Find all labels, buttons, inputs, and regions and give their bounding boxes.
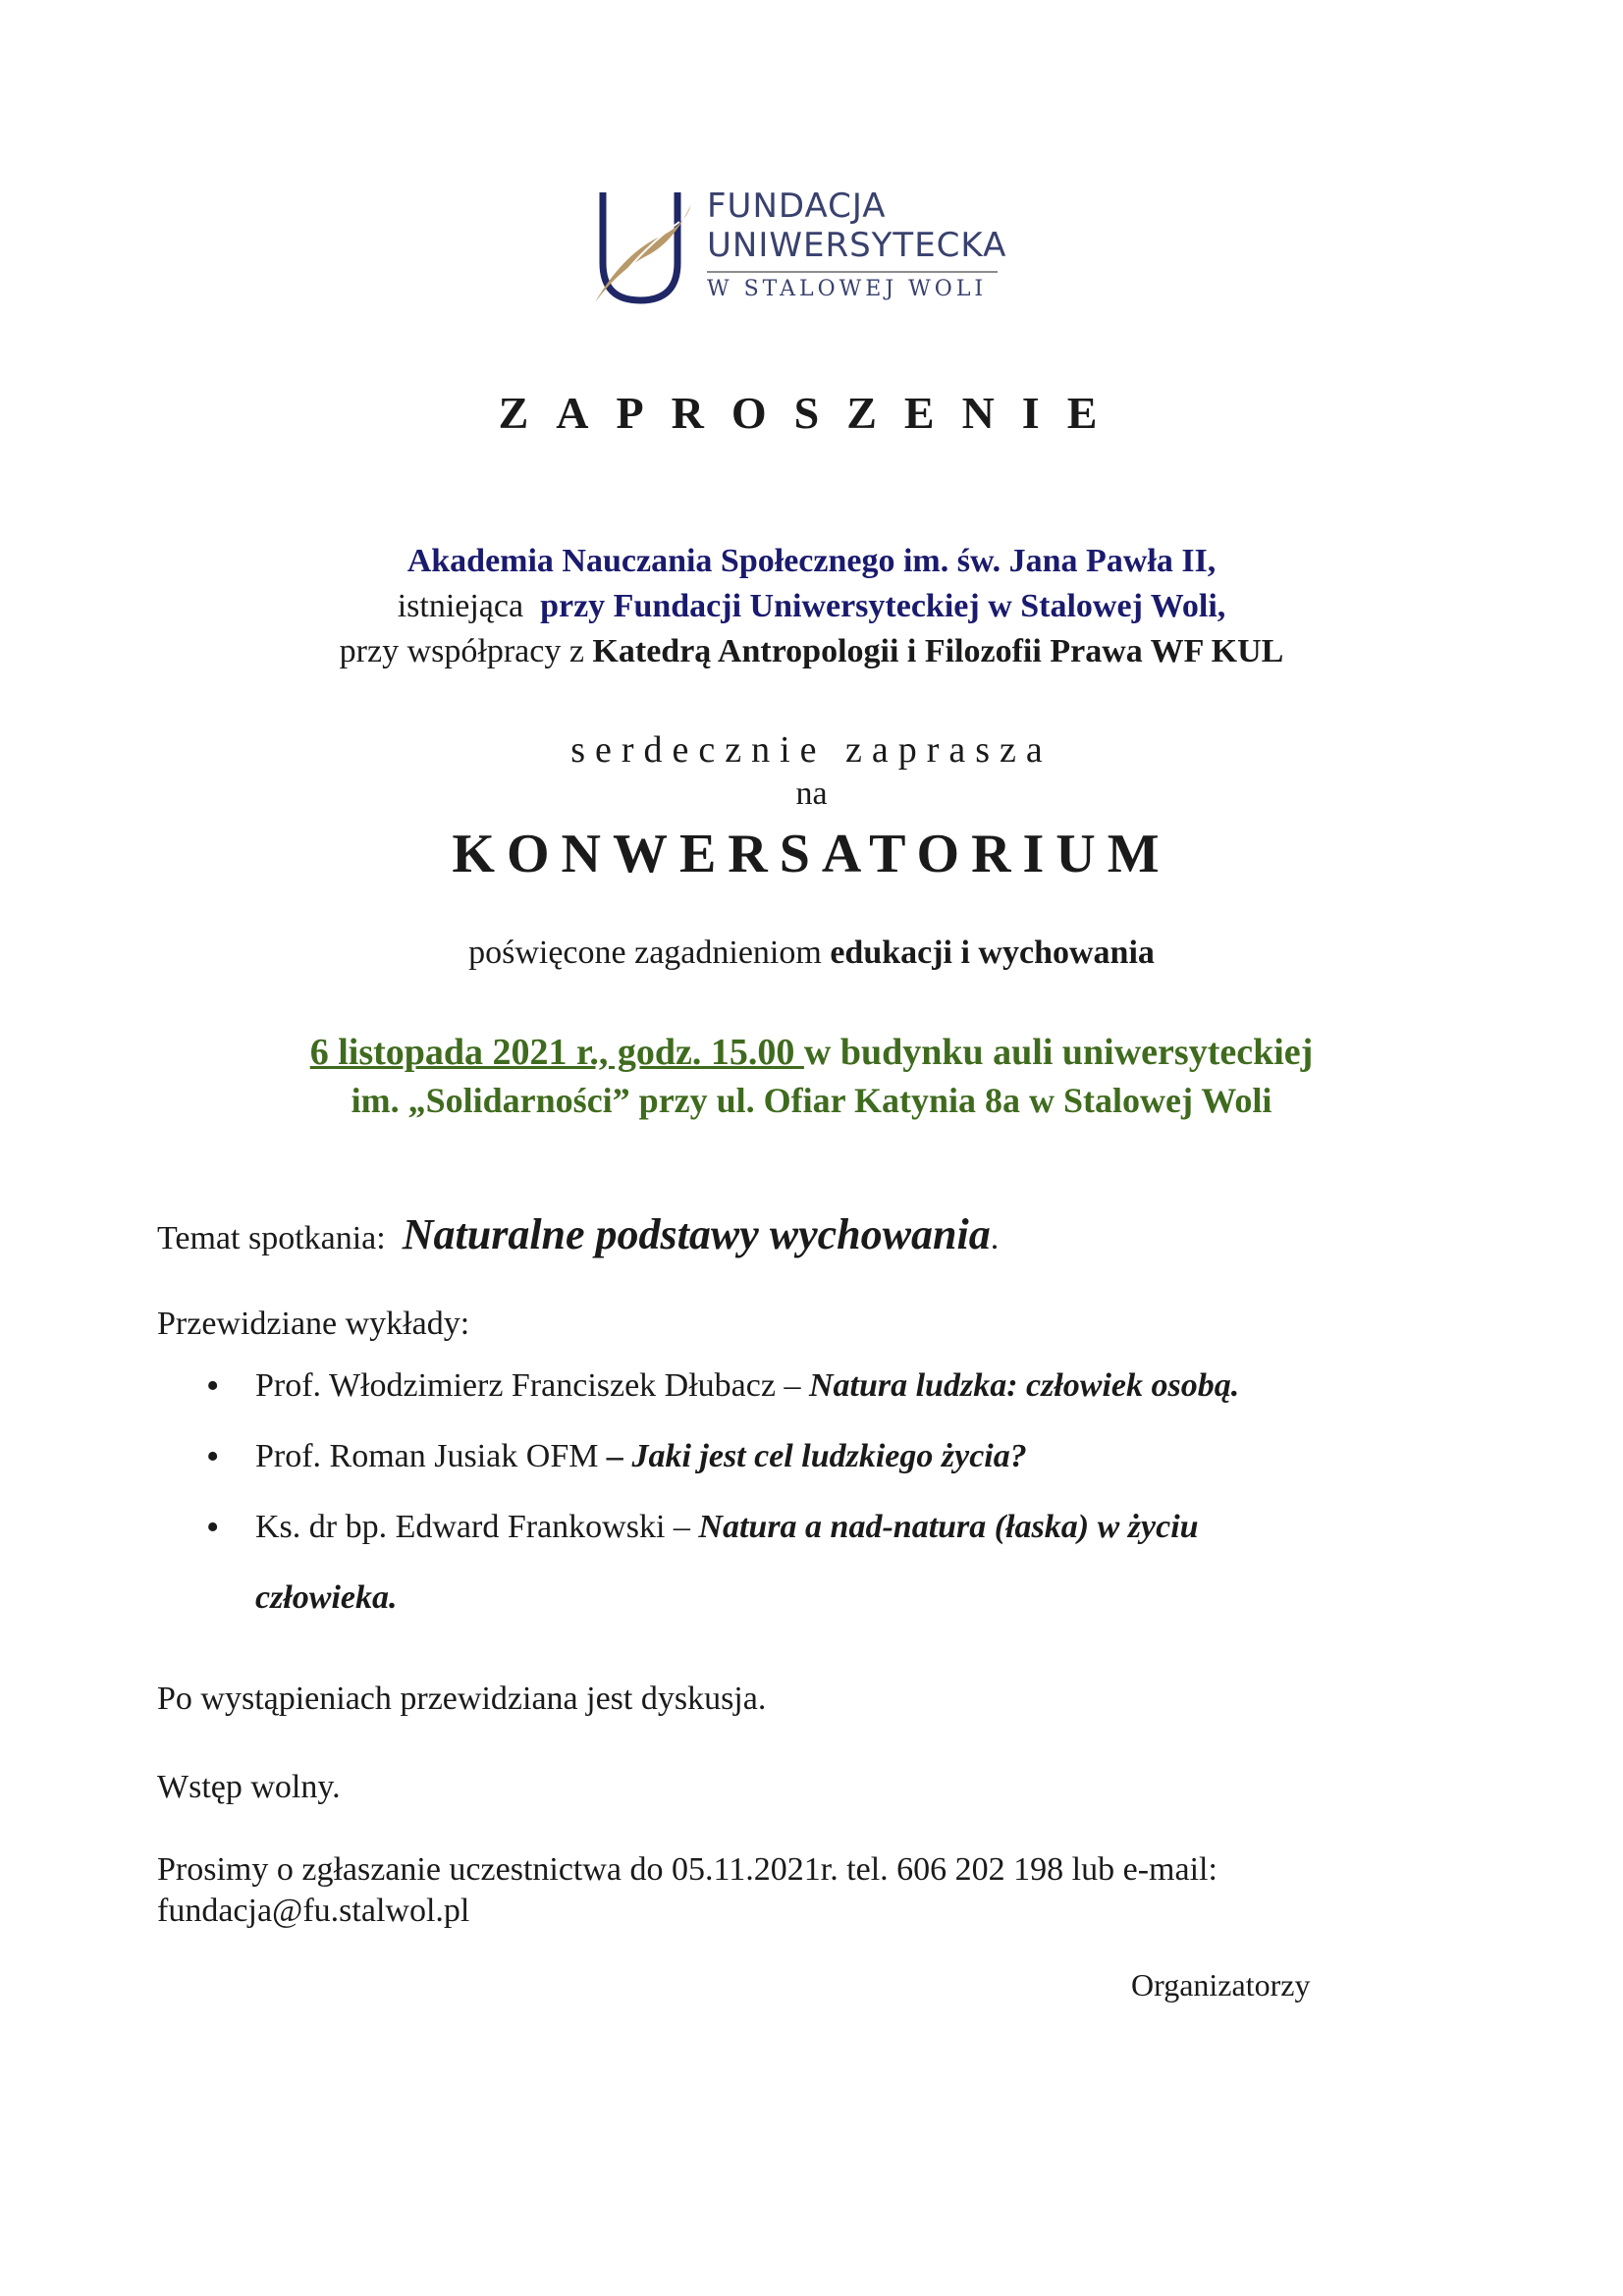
logo-emblem-icon <box>589 187 697 314</box>
lecture-speaker: Prof. Roman Jusiak OFM <box>255 1438 607 1474</box>
intro-cooperation-plain: przy współpracy z <box>339 633 584 669</box>
intro-foundation <box>0 587 1623 626</box>
free-entry-note: Wstęp wolny. <box>157 1769 341 1805</box>
topic-plain: poświęcone zagadnieniom <box>468 934 822 971</box>
meeting-theme <box>157 1209 999 1259</box>
na-text: na <box>795 775 828 812</box>
intro-foundation-plain: istniejąca <box>397 588 524 624</box>
event-date: 6 listopada 2021 r., godz. 15.00 <box>309 1032 804 1073</box>
lectures-list <box>206 1351 1239 1633</box>
intro-cooperation-bold: Katedrą Antropologii i Filozofii Prawa WF KUL <box>592 633 1284 669</box>
lecture-title: Natura a nad-natura (łaska) w życiu <box>698 1509 1199 1545</box>
foundation-logo <box>589 187 1011 314</box>
event-topic <box>0 934 1623 972</box>
event-place-1: w budynku auli uniwersyteckiej <box>803 1032 1314 1073</box>
lecture-item <box>206 1492 1239 1563</box>
page-title: ZAPROSZENIE <box>498 388 1125 438</box>
invites-text: serdecznie zaprasza <box>570 729 1053 771</box>
discussion-note: Po wystąpieniach przewidziana jest dyskusja. <box>157 1681 767 1717</box>
logo-line-2: UNIWERSYTECKA <box>707 226 1007 265</box>
logo-line-3: W STALOWEJ WOLI <box>707 277 988 301</box>
lecture-item <box>206 1351 1239 1421</box>
event-place-2: im. „Solidarności” przy ul. Ofiar Katynia 8a w Stalowej Woli <box>351 1081 1272 1120</box>
organizers-signature: Organizatorzy <box>1131 1967 1311 2002</box>
lecture-speaker: Ks. dr bp. Edward Frankowski – <box>255 1509 699 1545</box>
theme-value: Naturalne podstawy wychowania <box>402 1210 991 1258</box>
theme-label: Temat spotkania: <box>157 1220 386 1256</box>
event-type-heading: KONWERSATORIUM <box>452 824 1171 884</box>
lecture-title-continued: człowieka. <box>255 1579 398 1616</box>
intro-cooperation <box>0 632 1623 671</box>
topic-bold: edukacji i wychowania <box>830 934 1155 971</box>
lecture-speaker: Prof. Włodzimierz Franciszek Dłubacz – <box>255 1367 809 1404</box>
event-datetime <box>0 1031 1623 1074</box>
lectures-heading: Przewidziane wykłady: <box>157 1306 470 1342</box>
intro-foundation-bold: przy Fundacji Uniwersyteckiej w Stalowej Woli, <box>540 588 1226 624</box>
logo-line-1: FUNDACJA <box>707 187 887 226</box>
lecture-item-continued <box>206 1563 1239 1633</box>
lecture-title: Natura ludzka: człowiek osobą. <box>808 1367 1240 1404</box>
logo-divider <box>707 271 998 273</box>
intro-academy: Akademia Nauczania Społecznego im. św. Jana Pawła II, <box>406 543 1217 579</box>
lecture-title: – Jaki jest cel ludzkiego życia? <box>606 1438 1027 1474</box>
lecture-item <box>206 1421 1239 1492</box>
logo-wordmark <box>707 187 1006 265</box>
registration-email[interactable]: fundacja@fu.stalwol.pl <box>157 1893 470 1929</box>
registration-note: Prosimy o zgłaszanie uczestnictwa do 05.11.2021r. tel. 606 202 198 lub e-mail: <box>157 1851 1217 1888</box>
theme-suffix: . <box>990 1220 1000 1256</box>
